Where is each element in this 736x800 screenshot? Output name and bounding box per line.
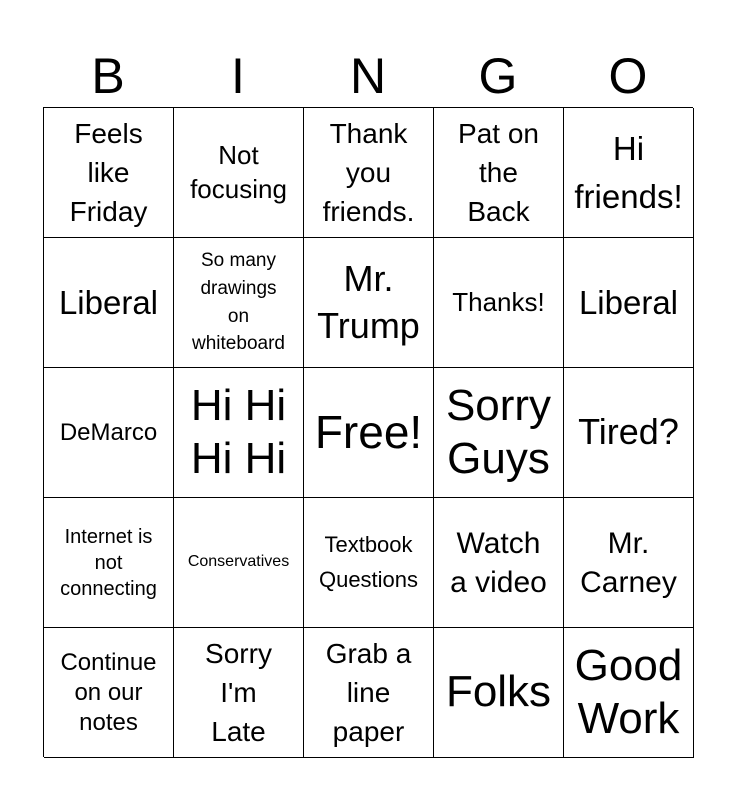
bingo-cell free-space[interactable]: Free!: [304, 368, 434, 498]
header-letter-i: I: [231, 48, 245, 104]
bingo-cell[interactable]: Internet is not connecting: [44, 498, 174, 628]
bingo-cell[interactable]: Feels like Friday: [44, 108, 174, 238]
bingo-cell[interactable]: Tired?: [564, 368, 694, 498]
bingo-header: [43, 44, 693, 108]
header-letter-o: O: [608, 48, 648, 104]
bingo-cell[interactable]: Sorry Guys: [434, 368, 564, 498]
bingo-cell[interactable]: Thank you friends.: [304, 108, 434, 238]
bingo-card: [43, 107, 693, 757]
bingo-cell[interactable]: Textbook Questions: [304, 498, 434, 628]
bingo-cell[interactable]: Not focusing: [174, 108, 304, 238]
bingo-cell[interactable]: Conservatives: [174, 498, 304, 628]
header-letter-b: B: [91, 48, 125, 104]
bingo-cell[interactable]: Continue on our notes: [44, 628, 174, 758]
bingo-cell[interactable]: Mr. Carney: [564, 498, 694, 628]
bingo-cell[interactable]: Good Work: [564, 628, 694, 758]
bingo-cell[interactable]: Liberal: [44, 238, 174, 368]
bingo-cell[interactable]: Liberal: [564, 238, 694, 368]
bingo-cell[interactable]: Mr. Trump: [304, 238, 434, 368]
bingo-cell[interactable]: Thanks!: [434, 238, 564, 368]
bingo-cell[interactable]: So many drawings on whiteboard: [174, 238, 304, 368]
bingo-cell[interactable]: Watch a video: [434, 498, 564, 628]
bingo-cell[interactable]: DeMarco: [44, 368, 174, 498]
header-letter-n: N: [349, 48, 387, 104]
bingo-cell[interactable]: Hi Hi Hi Hi: [174, 368, 304, 498]
bingo-cell[interactable]: Pat on the Back: [434, 108, 564, 238]
bingo-cell[interactable]: Sorry I'm Late: [174, 628, 304, 758]
bingo-cell[interactable]: Hi friends!: [564, 108, 694, 238]
bingo-cell[interactable]: Folks: [434, 628, 564, 758]
bingo-cell[interactable]: Grab a line paper: [304, 628, 434, 758]
header-letter-g: G: [478, 48, 518, 104]
